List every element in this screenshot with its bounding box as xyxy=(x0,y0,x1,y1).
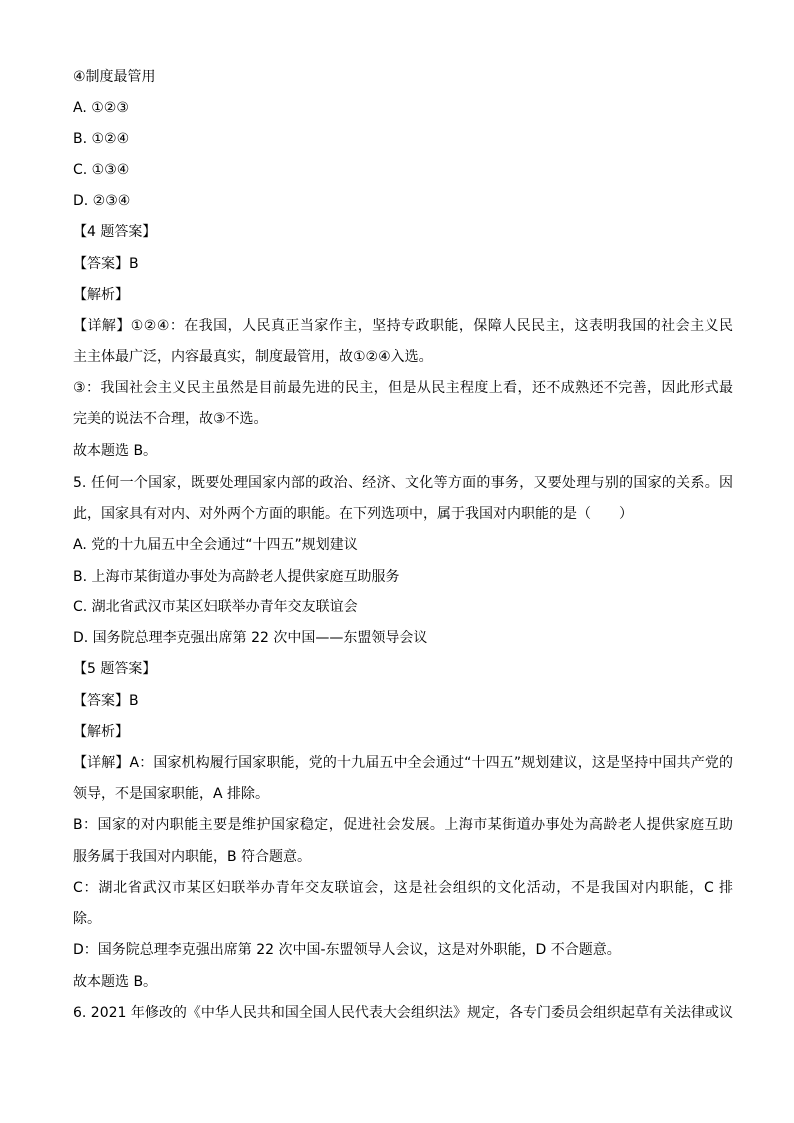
analysis-heading: 【解析】 xyxy=(73,287,129,303)
answer-choice-c: C. ①③④ xyxy=(73,162,130,178)
explanation-line: D：国务院总理李克强出席第 22 次中国-东盟领导人会议，这是对外职能，D 不合题意。 xyxy=(73,942,621,958)
answer-choice-c: C. 湖北省武汉市某区妇联举办青年交友联谊会 xyxy=(73,599,358,615)
answer-line: 【答案】B xyxy=(73,256,139,272)
answer-line: 【答案】B xyxy=(73,693,139,709)
explanation-line: 除。 xyxy=(73,911,101,927)
answer-choice-a: A. 党的十九届五中全会通过“十四五”规划建议 xyxy=(73,537,358,553)
option-line: ④制度最管用 xyxy=(73,69,156,85)
explanation-line: 领导，不是国家职能，A 排除。 xyxy=(73,786,270,802)
answer-choice-b: B. 上海市某街道办事处为高龄老人提供家庭互助服务 xyxy=(73,569,400,585)
explanation-line: 【详解】A：国家机构履行国家职能，党的十九届五中全会通过“十四五”规划建议，这是坚持中国共产党的 xyxy=(73,755,733,771)
explanation-line: C：湖北省武汉市某区妇联举办青年交友联谊会，这是社会组织的文化活动，不是我国对内职能，C 排 xyxy=(73,880,733,896)
explanation-line: 完美的说法不合理，故③不选。 xyxy=(73,411,268,427)
explanation-line: ③：我国社会主义民主虽然是目前最先进的民主，但是从民主程度上看，还不成熟还不完善，因此形式最 xyxy=(73,380,733,396)
answer-choice-b: B. ①②④ xyxy=(73,131,130,147)
explanation-line: 【详解】①②④：在我国，人民真正当家作主，坚持专政职能，保障人民民主，这表明我国的社会主义民 xyxy=(73,318,733,334)
answer-choice-a: A. ①②③ xyxy=(73,100,129,116)
conclusion-line: 故本题选 B。 xyxy=(73,974,158,990)
answer-section-heading: 【4 题答案】 xyxy=(73,224,157,240)
answer-choice-d: D. 国务院总理李克强出席第 22 次中国——东盟领导会议 xyxy=(73,630,428,646)
question-stem: 6. 2021 年修改的《中华人民共和国全国人民代表大会组织法》规定，各专门委员会组织起草有关法律或议 xyxy=(73,1005,733,1021)
answer-choice-d: D. ②③④ xyxy=(73,193,131,209)
explanation-line: 服务属于我国对内职能，B 符合题意。 xyxy=(73,849,312,865)
conclusion-line: 故本题选 B。 xyxy=(73,443,158,459)
explanation-line: B：国家的对内职能主要是维护国家稳定，促进社会发展。上海市某街道办事处为高龄老人提供家庭互助 xyxy=(73,817,733,833)
answer-section-heading: 【5 题答案】 xyxy=(73,661,157,677)
question-stem: 5. 任何一个国家，既要处理国家内部的政治、经济、文化等方面的事务，又要处理与别的国家的关系。因 xyxy=(73,475,733,491)
question-stem: 此，国家具有对内、对外两个方面的职能。在下列选项中，属于我国对内职能的是（ ） xyxy=(73,506,633,522)
analysis-heading: 【解析】 xyxy=(73,724,129,740)
explanation-line: 主主体最广泛，内容最真实，制度最管用，故①②④入选。 xyxy=(73,349,433,365)
